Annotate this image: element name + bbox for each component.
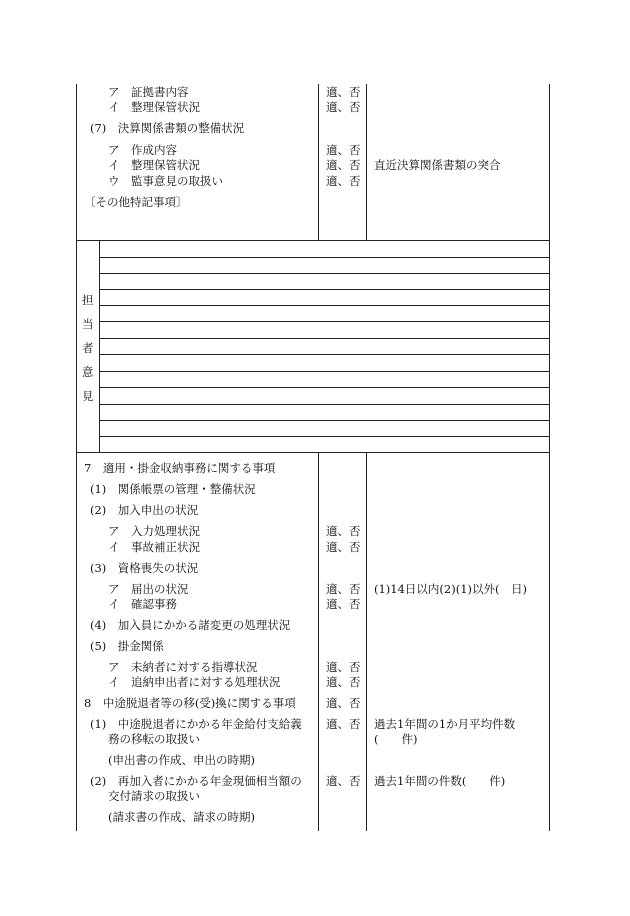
item-status: 適、否 — [326, 696, 361, 710]
opinion-line — [100, 338, 550, 339]
item-label: イ 事故補正状況 — [108, 540, 200, 554]
subsection-heading: (4) 加入員にかかる諸変更の処理状況 — [90, 618, 291, 632]
note-text: (1)14日以内(2)(1)以外( 日) — [374, 582, 527, 596]
opinion-line — [100, 305, 550, 306]
bottom-status-divider — [318, 452, 319, 831]
item-label: 務の移転の取扱い — [108, 732, 200, 746]
subsection-heading: (2) 再加入者にかかる年金現価相当額の — [90, 774, 302, 788]
subsection-heading: (1) 中途脱退者にかかる年金給付支給義 — [90, 717, 302, 731]
item-label: イ 整理保管状況 — [108, 100, 200, 114]
item-label: イ 追納申出者に対する処理状況 — [108, 675, 281, 689]
section-heading: (7) 決算関係書類の整備状況 — [90, 121, 245, 135]
item-status: 適、否 — [326, 582, 361, 596]
item-status: 適、否 — [326, 158, 361, 172]
left-border — [76, 84, 77, 831]
item-status: 適、否 — [326, 774, 361, 788]
top-status-divider — [318, 84, 319, 240]
subsection-heading: (2) 加入申出の状況 — [90, 503, 199, 517]
item-label: ア 入力処理状況 — [108, 524, 200, 538]
subsection-heading: (1) 関係帳票の管理・整備状況 — [90, 482, 256, 496]
item-status: 適、否 — [326, 675, 361, 689]
opinion-line — [100, 354, 550, 355]
opinion-line — [100, 273, 550, 274]
item-label: ア 届出の状況 — [108, 582, 189, 596]
opinion-bottom-line — [76, 452, 550, 453]
bottom-note-divider — [366, 452, 367, 831]
opinion-top-line — [76, 240, 550, 241]
note-text: 直近決算関係書類の突合 — [374, 158, 501, 172]
section-heading: 7 適用・掛金収納事務に関する事項 — [84, 461, 276, 475]
note-text: 過去1年間の件数( 件) — [374, 774, 506, 788]
item-label: ウ 監事意見の取扱い — [108, 174, 223, 188]
item-label: イ 整理保管状況 — [108, 158, 200, 172]
item-label: ア 証拠書内容 — [108, 85, 189, 99]
opinion-line — [100, 321, 550, 322]
opinion-label-char: 担 — [82, 293, 94, 307]
opinion-line — [100, 404, 550, 405]
other-notes-heading: 〔その他特記事項〕 — [84, 195, 188, 209]
item-status: 適、否 — [326, 540, 361, 554]
subsection-heading: (3) 資格喪失の状況 — [90, 561, 199, 575]
item-status: 適、否 — [326, 717, 361, 731]
subsection-heading: (5) 掛金関係 — [90, 639, 164, 653]
opinion-line — [100, 289, 550, 290]
item-status: 適、否 — [326, 100, 361, 114]
opinion-label-char: 見 — [82, 389, 94, 403]
note-text: 過去1年間の1か月平均件数 — [374, 717, 516, 731]
item-status: 適、否 — [326, 524, 361, 538]
opinion-label-char: 者 — [82, 341, 94, 355]
opinion-line — [100, 436, 550, 437]
opinion-line — [100, 257, 550, 258]
top-note-divider — [366, 84, 367, 240]
note-text: ( 件) — [374, 732, 418, 746]
item-label: ア 作成内容 — [108, 143, 177, 157]
item-status: 適、否 — [326, 143, 361, 157]
opinion-line — [100, 371, 550, 372]
item-status: 適、否 — [326, 597, 361, 611]
item-label: (申出書の作成、申出の時期) — [108, 753, 255, 767]
item-label: イ 確認事務 — [108, 597, 177, 611]
item-status: 適、否 — [326, 174, 361, 188]
item-label: 交付請求の取扱い — [108, 789, 200, 803]
opinion-line — [100, 420, 550, 421]
opinion-label-char: 当 — [82, 317, 94, 331]
opinion-line — [100, 387, 550, 388]
item-status: 適、否 — [326, 85, 361, 99]
opinion-label-char: 意 — [82, 365, 94, 379]
item-status: 適、否 — [326, 660, 361, 674]
item-label: ア 未納者に対する指導状況 — [108, 660, 258, 674]
section-heading: 8 中途脱退者等の移(受)換に関する事項 — [84, 696, 296, 710]
right-border — [549, 84, 550, 831]
item-label: (請求書の作成、請求の時期) — [108, 810, 255, 824]
